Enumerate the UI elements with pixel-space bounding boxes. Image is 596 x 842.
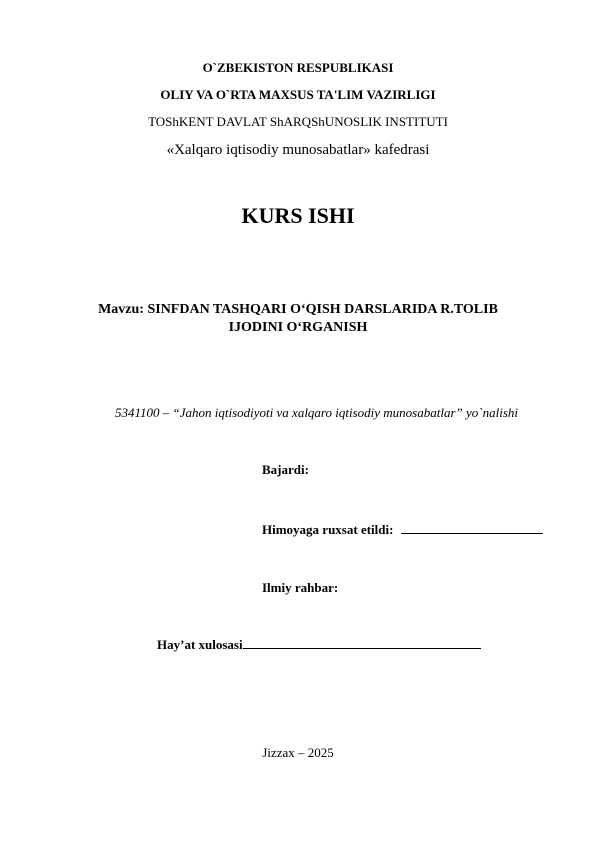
place-year-footer: Jizzax – 2025 — [262, 745, 334, 760]
committee-blank — [243, 636, 481, 649]
defense-allowed-blank — [401, 521, 543, 534]
supervisor-label: Ilmiy rahbar: — [262, 580, 339, 595]
study-direction: 5341100 – “Jahon iqtisodiyoti va xalqaro iqtisodiy munosabatlar” yo`nalishi — [115, 405, 518, 420]
topic-line-1: Mavzu: SINFDAN TASHQARI O‘QISH DARSLARIDA R.TOLIB — [98, 302, 498, 317]
committee-label: Hay’at xulosasi — [157, 637, 243, 652]
document-title: KURS ISHI — [241, 203, 355, 228]
defense-allowed-label: Himoyaga ruxsat etildi: — [262, 522, 394, 537]
republic-heading: O`ZBEKISTON RESPUBLIKASI — [202, 60, 394, 75]
ministry-heading: OLIY VA O`RTA MAXSUS TA'LIM VAZIRLIGI — [160, 87, 436, 102]
institute-heading: TOShKENT DAVLAT ShARQShUNOSLIK INSTITUTI — [148, 114, 448, 129]
committee-row — [157, 636, 481, 653]
department-heading: «Xalqaro iqtisodiy munosabatlar» kafedrasi — [166, 142, 430, 158]
defense-allowed-row — [262, 521, 543, 538]
done-by-label: Bajardi: — [262, 462, 309, 477]
topic-line-2: IJODINI O‘RGANISH — [228, 320, 368, 335]
